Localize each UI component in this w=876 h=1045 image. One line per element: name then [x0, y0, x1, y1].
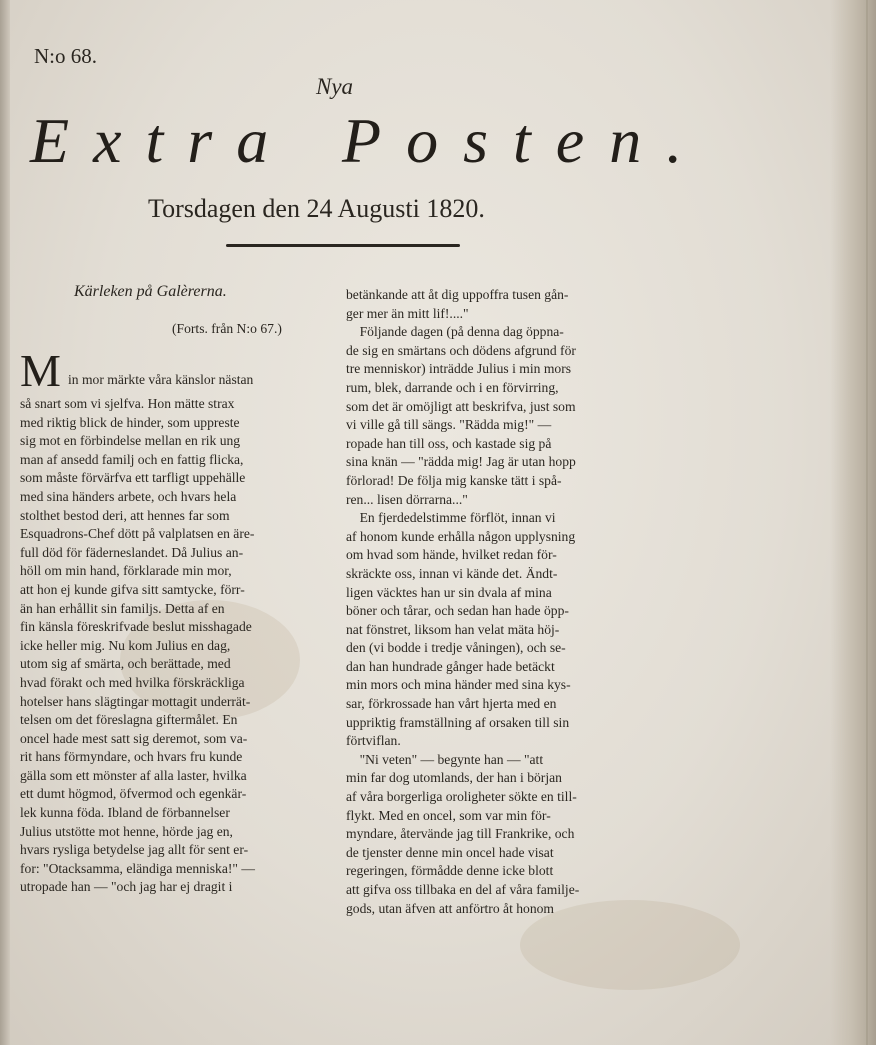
text-line: höll om min hand, förklarade min mor, — [20, 563, 232, 579]
text-line: betänkande att åt dig uppoffra tusen gån- — [346, 287, 569, 302]
text-line: vi ville gå till sängs. "Rädda mig!" — — [346, 417, 552, 433]
text-line: som det är omöjligt att beskrifva, just som — [346, 398, 576, 414]
text-line: som måste förvärfva ett tarfligt uppehälle — [20, 470, 246, 486]
article-title: Kärleken på Galèrerna. — [74, 283, 227, 300]
text-line: icke heller mig. Nu kom Julius en dag, — [20, 637, 231, 653]
text-line: rit hans förmyndare, och hvars fru kunde — [20, 749, 243, 765]
dateline: Torsdagen den 24 Augusti 1820. — [148, 194, 485, 223]
text-line: En fjerdedelstimme förflöt, innan vi — [346, 510, 556, 526]
text-line: böner och tårar, och sedan han hade öpp- — [346, 603, 569, 619]
text-line: af våra borgerliga oroligheter sökte en till- — [346, 789, 577, 805]
masthead-word-2: Posten. — [342, 105, 708, 176]
text-line: regeringen, förmådde denne icke blott — [346, 863, 554, 879]
text-line: om hvad som hände, hvilket redan för- — [346, 547, 557, 563]
text-line: den (vi bodde i tredje våningen), och se- — [346, 640, 566, 656]
text-line: Esquadrons-Chef dött på valplatsen en äre- — [20, 526, 255, 542]
text-line: min mors och mina händer med sina kys- — [346, 677, 571, 693]
text-line: hvad förakt och med hvilka förskräckliga — [20, 674, 245, 690]
masthead-prefix: Nya — [316, 74, 354, 99]
text-line: att hon ej kunde gifva sitt samtycke, förr- — [20, 581, 245, 597]
text-line: fin känsla föreskrifvade beslut misshagade — [20, 619, 252, 635]
left-first-line: in mor märkte våra känslor nästan — [68, 372, 254, 387]
text-line: förtviflan. — [346, 733, 401, 749]
text-line: dan han hundrade gånger hade betäckt — [346, 658, 555, 674]
text-line: sar, förkrossade han vårt hjerta med en — [346, 696, 557, 712]
text-line: gälla som ett mönster af alla laster, hvilka — [20, 767, 247, 783]
drop-cap: M — [20, 345, 61, 396]
right-column — [346, 286, 664, 918]
text-line: oncel hade mest satt sig deremot, som va- — [20, 730, 248, 746]
text-line: de sig en smärtans och dödens afgrund för — [346, 342, 576, 358]
text-line: hvars rysliga betydelse jag allt för sent er- — [20, 842, 249, 858]
text-line: sig mot en förbindelse mellan en rik ung — [20, 433, 241, 449]
page-spine-shadow — [0, 0, 10, 1045]
text-line: skräckte oss, innan vi kände det. Ändt- — [346, 565, 558, 581]
text-line: hotelser hans slägtingar mottagit underrät- — [20, 693, 251, 709]
text-line: stolthet bestod deri, att hennes far som — [20, 507, 230, 523]
text-line: flykt. Med en oncel, som var min för- — [346, 807, 551, 823]
continuation-note: (Forts. från N:o 67.) — [172, 321, 282, 336]
text-line: utropade han — "och jag har ej dragit i — [20, 879, 233, 895]
text-line: att gifva oss tillbaka en del af våra familje- — [346, 882, 580, 897]
masthead-rule — [226, 244, 460, 247]
text-line: med sina händers arbete, och hvars hela — [20, 488, 237, 504]
issue-number: N:o 68. — [34, 44, 97, 68]
text-line: nat fönstret, liksom han velat mäta höj- — [346, 621, 560, 637]
text-line: än han erhållit sin familjs. Detta af en — [20, 600, 225, 616]
text-line: lek kunna föda. Ibland de förbannelser — [20, 805, 230, 821]
text-line: af honom kunde erhålla någon upplysning — [346, 528, 576, 544]
text-line: man af ansedd familj och en fattig flicka, — [20, 451, 244, 467]
text-line: med riktig blick de hinder, som uppreste — [20, 414, 240, 430]
text-line: ligen väcktes han ur sin dvala af mina — [346, 584, 552, 600]
text-line: tre menniskor) inträdde Julius i min mors — [346, 361, 572, 377]
text-line: så snart som vi sjelfva. Hon mätte strax — [20, 396, 235, 411]
text-line: Följande dagen (på denna dag öppna- — [346, 324, 564, 340]
text-line: ropade han till oss, och kastade sig på — [346, 435, 552, 451]
left-column — [20, 395, 334, 897]
text-line: "Ni veten" — begynte han — "att — [346, 751, 544, 767]
page-edge-line — [866, 0, 868, 1045]
text-line: sina knän — "rädda mig! Jag är utan hopp — [346, 454, 576, 470]
page-right-edge — [830, 0, 876, 1045]
text-line: ett dumt högmod, öfvermod och egenkär- — [20, 786, 247, 802]
text-line: Julius utstötte mot henne, hörde jag en, — [20, 823, 233, 839]
text-line: for: "Otacksamma, eländiga menniska!" — — [20, 860, 255, 876]
text-line: rum, blek, darrande och i en förvirring, — [346, 379, 559, 395]
text-line: de tjenster denne min oncel hade visat — [346, 844, 554, 860]
text-line: utom sig af smärta, och berättade, med — [20, 656, 231, 672]
text-line: full död för fäderneslandet. Då Julius an- — [20, 544, 244, 560]
text-line: förlorad! De följa mig kanske tätt i spå- — [346, 472, 562, 488]
text-line: ger mer än mitt lif!...." — [346, 305, 469, 321]
text-line: min far dog utomlands, der han i början — [346, 770, 562, 786]
text-line: uppriktig framställning af orsaken till sin — [346, 714, 570, 730]
text-line: ren... lisen dörrarna..." — [346, 491, 468, 507]
text-line: myndare, återvände jag till Frankrike, och — [346, 826, 575, 842]
text-line: telsen om det föreslagna giftermålet. En — [20, 712, 238, 728]
text-line: gods, utan äfven att anförtro åt honom — [346, 900, 555, 916]
masthead-word-1: Extra — [30, 105, 293, 176]
